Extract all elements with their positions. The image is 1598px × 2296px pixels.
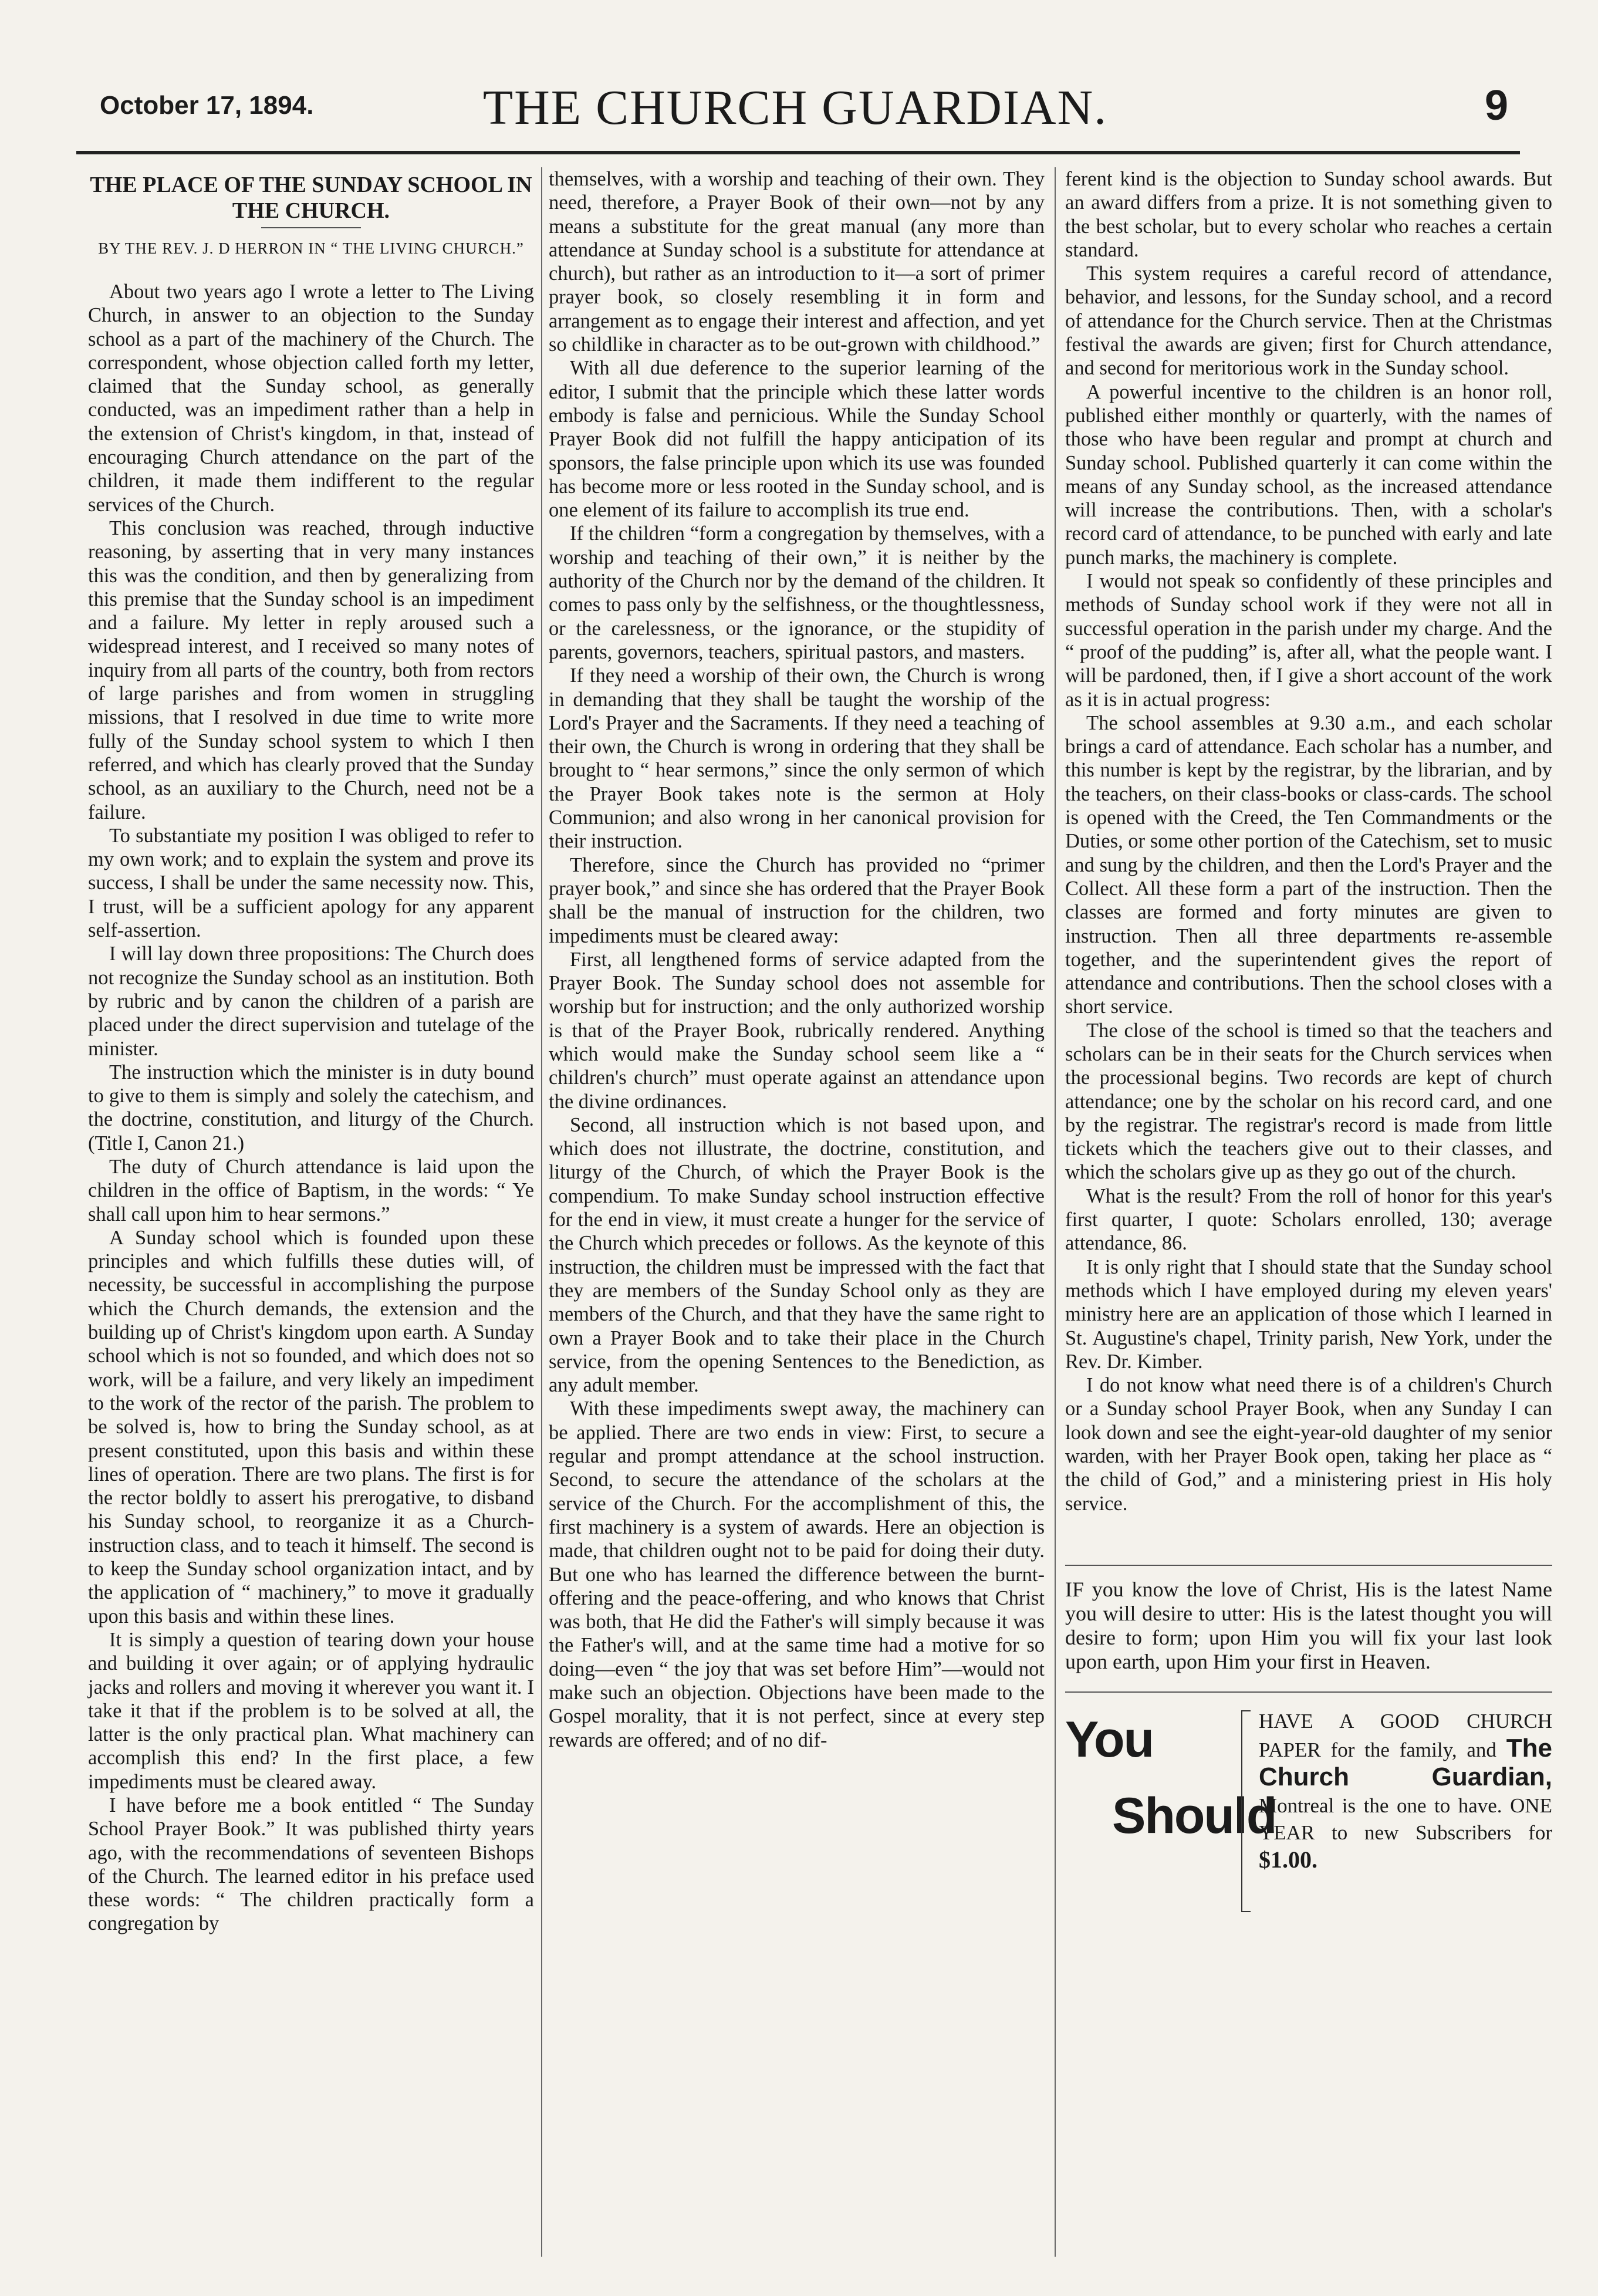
paragraph: What is the result? From the roll of honor for this year's first quarter, I quote: Scholars enrolled, 130; average attendance, 86. [1065, 1184, 1552, 1255]
paragraph: I do not know what need there is of a children's Church or a Sunday school Prayer Book, when any Sunday I can look down and see the eight-year-old daughter of my senior warden, with her Prayer Book open, taking her place as “ the child of God,” and a ministering priest in His holy service. [1065, 1374, 1552, 1515]
column-2 [549, 167, 1045, 1752]
ad-line-1: HAVE A GOOD CHURCH PAPER for the family, and [1259, 1709, 1552, 1761]
paragraph: It is simply a question of tearing down your house and building it over again; or of applying hydraulic jacks and rollers and moving it wherever you want it. I take it that if the problem is to be solved at all, the latter is the only practical plan. What machinery can accomplish this end? In the first place, a few impediments must be cleared away. [88, 1628, 534, 1793]
paragraph: First, all lengthened forms of service adapted from the Prayer Book. The Sunday school does not assemble for worship but for instruction; and the only authorized worship is that of the Prayer Book, rubrically rendered. Anything which would make the Sunday school seem like a “ children's church” must operate against an attendance upon the divine ordinances. [549, 948, 1045, 1113]
paragraph: Second, all instruction which is not based upon, and which does not illustrate, the doctrine, constitution, and liturgy of the Church, of which the Prayer Book is the compendium. To make Sunday school instruction effective for the end in view, it must create a hunger for the service of the Church which precedes or follows. As the keynote of this instruction, the children must be impressed with the fact that they are members of the Sunday School only as they are members of the Church, and that they have the same right to own a Prayer Book and to take their place in the Church service, from the opening Sentences to the Benediction, as any adult member. [549, 1113, 1045, 1397]
paragraph: This conclusion was reached, through inductive reasoning, by asserting that in very many instances this was the condition, and then by generalizing from this premise that the Sunday school is an impediment and a failure. My letter in reply aroused such a widespread interest, and I received so many notes of inquiry from all parts of the country, both from rectors of large parishes and from women in struggling missions, that I resolved in due time to write more fully of the Sunday school system to which I then referred, and which has clearly proved that the Sunday school, as an auxiliary to the Church, need not be a failure. [88, 516, 534, 823]
issue-date: October 17, 1894. [100, 91, 314, 120]
column-divider [1055, 167, 1056, 2257]
ad-word-should: Should [1112, 1787, 1276, 1844]
paragraph: The close of the school is timed so that the teachers and scholars can be in their seats for the Church services when the processional begins. Two records are kept of church attendance; one by the scholar on his record card, and one by the registrar. The registrar's record is made from little tickets which the teachers give out to their classes, and which the scholars give up as they go out of the church. [1065, 1019, 1552, 1184]
masthead-title: THE CHURCH GUARDIAN. [482, 80, 1108, 135]
paragraph: This system requires a careful record of attendance, behavior, and lessons, for the Sunday school, and a record of attendance for the Church service. Then at the Christmas festival the awards are given; first for Church attendance, and second for meritorious work in the Sunday school. [1065, 262, 1552, 380]
paragraph: I will lay down three propositions: The Church does not recognize the Sunday school as an institution. Both by rubric and by canon the children of a parish are placed under the direct supervision and tutelage of the minister. [88, 943, 534, 1060]
paragraph: themselves, with a worship and teaching of their own. They need, therefore, a Prayer Book of their own—not by any means a substitute for the great manual (any more than attendance at Sunday school is a substitute for attendance at church), but rather as an introduction to it—a sort of primer prayer book, so closely resembling it in form and arrangement as to engage their interest and affection, and yet so childlike in character as to be out-grown with childhood.” [549, 168, 1045, 356]
paragraph: It is only right that I should state that the Sunday school methods which I have employed during my eleven years' ministry here are an application of those which I learned in St. Augustine's chapel, Trinity parish, New York, under the Rev. Dr. Kimber. [1065, 1255, 1552, 1373]
paragraph: With these impediments swept away, the machinery can be applied. There are two ends in view: First, to secure a regular and prompt attendance at the school instruction. Second, to secure the attendance of the scholars at the service of the Church. For the accomplishment of this, the first machinery is a system of awards. Here an objection is made, that children ought not to be paid for doing their duty. But one who has learned the difference between the burnt-offering and the peace-offering, and who knows that Christ was both, that He did the Father's will simply because it was the Father's will, and at the same time had a motive for so doing—even “ the joy that was set before Him”—would not make such an objection. Objections have been made to the Gospel morality, that it is not perfect, since at every step rewards are offered; and of no dif- [549, 1397, 1045, 1751]
paragraph: To substantiate my position I was obliged to refer to my own work; and to explain the system and prove its success, I shall be under the same necessity now. This, I trust, will be a sufficient apology for any apparent self-assertion. [88, 824, 534, 942]
paragraph: A powerful incentive to the children is an honor roll, published either monthly or quarterly, with the names of those who have been regular and prompt at church and Sunday school. Published quarterly it can come within the means of any Sunday school, as the increased attendance will increase the contributions. Then, with a scholar's record card of attendance, to be punched with early and late punch marks, the machinery is complete. [1065, 380, 1552, 569]
column-1 [88, 167, 534, 1936]
ad-paper-name: The Church Guardian, [1259, 1733, 1552, 1791]
paragraph: A Sunday school which is founded upon these principles and which fulfills these duties will, of necessity, be successful in accomplishing the purpose which the Church demands, the extension and the building up of Christ's kingdom upon earth. A Sunday school which is not so founded, and which does not so work, will be a failure, and very likely an impediment to the work of the rector of the parish. The problem to be solved is, how to bring the Sunday school, as at present constituted, upon this basis and within these lines of operation. There are two plans. The first is for the rector boldly to assert his prerogative, to disband his Sunday school, to reorganize it as a Church-instruction class, and to teach it himself. The second is to keep the Sunday school organization intact, and by the application of “ machinery,” to move it gradually upon this basis and within these lines. [88, 1226, 534, 1628]
title-separator [261, 227, 361, 228]
ad-word-you: You [1065, 1711, 1154, 1768]
ad-text [1259, 1708, 1552, 1875]
paragraph: With all due deference to the superior learning of the editor, I submit that the principle which these latter words embody is false and pernicious. While the Sunday School Prayer Book did not fulfill the happy anticipation of its sponsors, the false principle upon which its use was founded has become more or less rooted in the Sunday school, and is one element of its failure to accomplish its true end. [549, 357, 1045, 522]
paragraph: If the children “form a congregation by themselves, with a worship and teaching of their own,” it is neither by the authority of the Church nor by the demand of the children. It comes to pass only by the selfishness, or the thoughtlessness, or the carelessness, or the ignorance, or the stupidity of parents, governors, teachers, spiritual pastors, and masters. [549, 522, 1045, 663]
ad-line-2: Montreal is the one to have. ONE YEAR to new Subscribers for [1259, 1794, 1552, 1844]
ad-brace [1241, 1710, 1251, 1912]
column-3 [1065, 167, 1552, 1927]
page-header [70, 79, 1520, 144]
paragraph: The instruction which the minister is in duty bound to give to them is simply and solely the catechism, and the doctrine, constitution, and liturgy of the Church. (Title I, Canon 21.) [88, 1061, 534, 1154]
paragraph: About two years ago I wrote a letter to The Living Church, in answer to an objection to the Sunday school as a part of the machinery of the Church. The correspondent, whose objection called forth my letter, claimed that the Sunday school, as generally conducted, was an impediment rather than a help in the extension of Christ's kingdom, in that, instead of encouraging Church attendance on the part of the children, it made them indifferent to the regular services of the Church. [88, 281, 534, 516]
paragraph: Therefore, since the Church has provided no “primer prayer book,” and since she has ordered that the Prayer Book shall be the manual of instruction for the children, two impediments must be cleared away: [549, 853, 1045, 947]
header-rule [76, 151, 1520, 154]
paragraph: I have before me a book entitled “ The Sunday School Prayer Book.” It was published thirty years ago, with the recommendations of seventeen Bishops of the Church. The learned editor in his preface used these words: “ The children practically form a congregation by [88, 1794, 534, 1935]
paragraph: The duty of Church attendance is laid upon the children in the office of Baptism, in the words: “ Ye shall call upon him to hear sermons.” [88, 1155, 534, 1225]
column-divider [541, 167, 542, 2257]
paragraph: I would not speak so confidently of these principles and methods of Sunday school work if they were not all in successful operation in the parish under my charge. And the “ proof of the pudding” is, after all, what the people want. I will be pardoned, then, if I give a short account of the work as it is in actual progress: [1065, 570, 1552, 711]
page-number: 9 [1484, 82, 1508, 129]
paragraph: If they need a worship of their own, the Church is wrong in demanding that they shall be taught the worship of the Lord's Prayer and the Sacraments. If they need a teaching of their own, the Church is wrong in ordering that they shall be brought to “ hear sermons,” since the only sermon of which the Prayer Book takes note is the sermon at Holy Communion; and also wrong in her canonical provision for their instruction. [549, 664, 1045, 853]
ad-price: $1.00. [1259, 1846, 1317, 1873]
article-title: THE PLACE OF THE SUNDAY SCHOOL IN THE CHURCH. [90, 173, 532, 223]
subscription-ad [1065, 1691, 1552, 1927]
paragraph: The school assembles at 9.30 a.m., and each scholar brings a card of attendance. Each scholar has a number, and this number is kept by the registrar, by the librarian, and by the teachers, on their class-books or class-cards. The school is opened with the Creed, the Ten Commandments or the Duties, or some other portion of the Catechism, set to music and sung by the children, and then the Lord's Prayer and the Collect. All these form a part of the instruction. Then the classes are formed and forty minutes are given to instruction. Then all three departments re-assemble together, and the superintendent gives the report of attendance and contributions. Then the school closes with a short service. [1065, 711, 1552, 1018]
article-byline: BY THE REV. J. D HERRON IN “ THE LIVING CHURCH.” [98, 239, 524, 257]
paragraph: ferent kind is the objection to Sunday school awards. But an award differs from a prize. It is not something given to the best scholar, but to every scholar who reaches a certain standard. [1065, 168, 1552, 261]
christ-notice: IF you know the love of Christ, His is the latest Name you will desire to utter: His is the latest thought you will desire to form; upon Him you will fix your last look upon earth, upon Him your first in Heaven. [1065, 1565, 1552, 1674]
